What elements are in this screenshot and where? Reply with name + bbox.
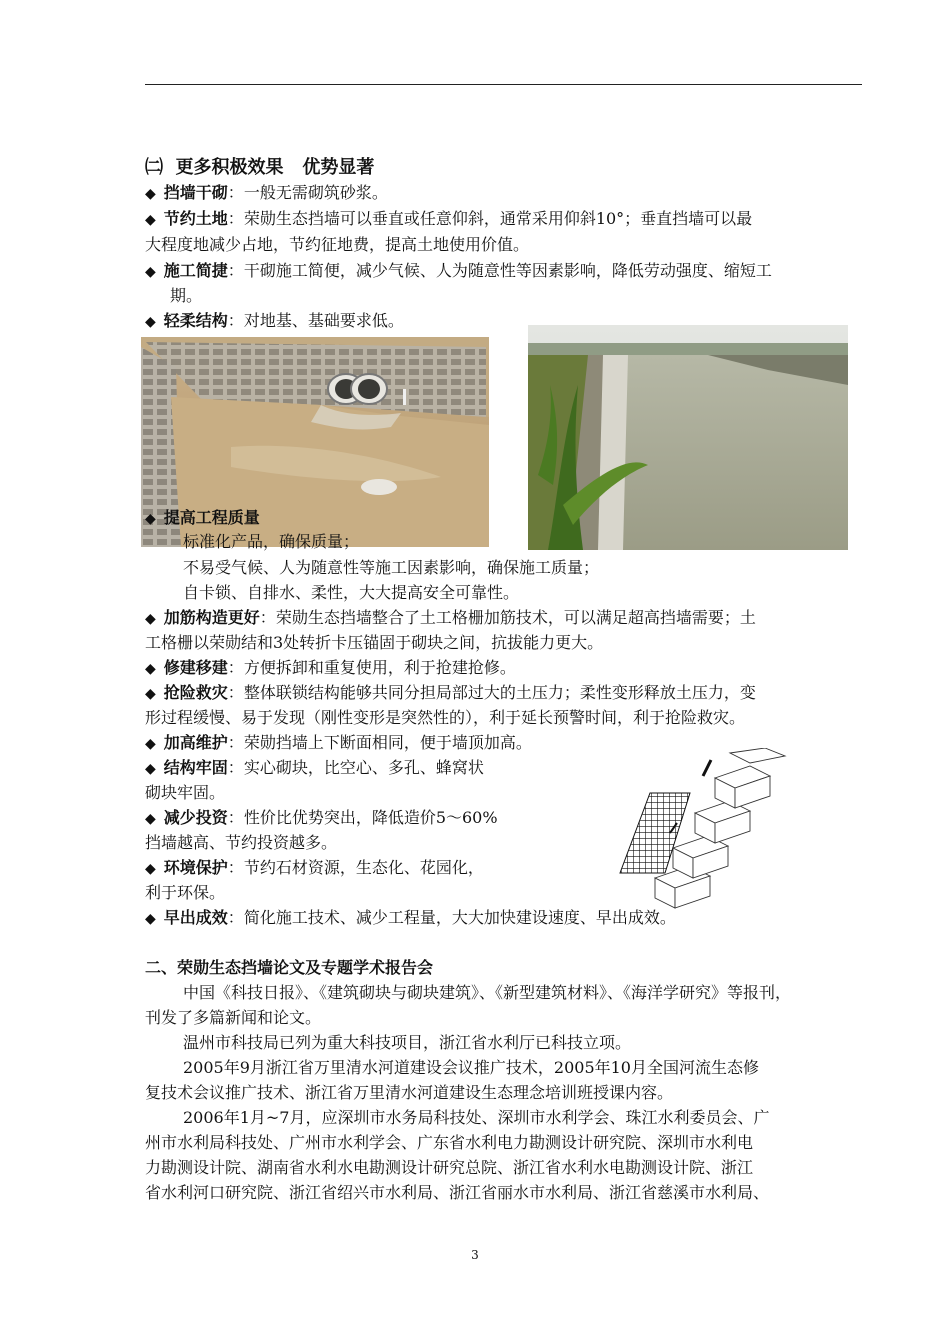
- paragraph-line: 省水利河口研究院、浙江省绍兴市水利局、浙江省丽水市水利局、浙江省慈溪市水利局、: [145, 1183, 770, 1202]
- bullet-continuation: 大程度地减少占地，节约征地费，提高土地使用价值。: [145, 235, 530, 254]
- diamond-bullet-icon: ◆: [145, 661, 156, 677]
- river-wall-photo: [528, 325, 848, 550]
- bullet-text: 简化施工技术、减少工程量，大大加快建设速度、早出成效。: [243, 908, 676, 927]
- bullet-title: 早出成效: [163, 908, 228, 927]
- bullet-text: 荣勋生态挡墙可以垂直或任意仰斜，通常采用仰斜10°；垂直挡墙可以最: [243, 209, 753, 228]
- bullet-sep: ：: [227, 658, 244, 677]
- paragraph-line: 温州市科技局已列为重大科技项目，浙江省水利厅已科技立项。: [183, 1033, 632, 1052]
- bullet-title: 修建移建: [163, 658, 228, 677]
- bullet-title: 节约土地: [163, 209, 228, 228]
- bullet-title: 加筋构造更好: [163, 608, 260, 627]
- bullet-title: 减少投资: [163, 808, 228, 827]
- bullet-item: [145, 906, 676, 931]
- bullet-continuation: 砌块牢固。: [145, 783, 226, 802]
- bullet-text: 对地基、基础要求低。: [243, 311, 404, 330]
- paragraph-line: 州市水利局科技处、广州市水利学会、广东省水利电力勘测设计研究院、深圳市水利电: [145, 1133, 754, 1152]
- bullet-continuation: 挡墙越高、节约投资越多。: [145, 833, 338, 852]
- diamond-bullet-icon: ◆: [145, 736, 156, 752]
- bullet-item: [145, 806, 498, 831]
- bullet-item: [145, 259, 772, 284]
- diamond-bullet-icon: ◆: [145, 511, 156, 527]
- paragraph-line: 中国《科技日报》、《建筑砌块与砌块建筑》、《新型建筑材料》、《海洋学研究》等报刊，: [183, 983, 792, 1002]
- paragraph-line: 刊发了多篇新闻和论文。: [145, 1008, 322, 1027]
- bullet-sep: ：: [227, 261, 244, 280]
- bullet-text: 实心砌块，比空心、多孔、蜂窝状: [243, 758, 484, 777]
- header-rule: [145, 84, 862, 85]
- paragraph-line: 力勘测设计院、湖南省水利水电勘测设计研究总院、浙江省水利水电勘测设计院、浙江: [145, 1158, 754, 1177]
- diamond-bullet-icon: ◆: [145, 911, 156, 927]
- bullet-title: 轻柔结构: [163, 311, 228, 330]
- bullet-title: 挡墙干砌: [163, 183, 228, 202]
- bullet-title: 加高维护: [163, 733, 228, 752]
- bullet-sep: ：: [227, 858, 244, 877]
- diamond-bullet-icon: ◆: [145, 212, 156, 228]
- bullet-title: 提高工程质量: [163, 508, 260, 527]
- section-heading: [145, 156, 374, 180]
- bullet-continuation: 形过程缓慢、易于发现（刚性变形是突然性的），利于延长预警时间，利于抢险救灾。: [145, 708, 746, 727]
- bullet-text: 荣勋生态挡墙整合了土工格栅加筋技术，可以满足超高挡墙需要；土: [275, 608, 756, 627]
- quality-line: 自卡锁、自排水、柔性，大大提高安全可靠性。: [183, 583, 520, 602]
- page-number: 3: [471, 1248, 479, 1262]
- bullet-item: [145, 207, 752, 232]
- bullet-title: 抢险救灾: [163, 683, 228, 702]
- bullet-sep: ：: [227, 733, 244, 752]
- bullet-item: [145, 506, 260, 531]
- quality-line: 不易受气候、人为随意性等施工因素影响，确保施工质量；: [183, 558, 600, 577]
- bullet-sep: ：: [227, 758, 244, 777]
- bullet-sep: ：: [259, 608, 276, 627]
- diamond-bullet-icon: ◆: [145, 761, 156, 777]
- bullet-text: 性价比优势突出，降低造价5～60%: [243, 808, 498, 827]
- bullet-item: [145, 606, 756, 631]
- bullet-text: 整体联锁结构能够共同分担局部过大的土压力；柔性变形释放土压力，变: [243, 683, 756, 702]
- section-title: 更多积极效果 优势显著: [175, 157, 375, 178]
- bullet-continuation: 期。: [170, 286, 203, 305]
- paragraph-line: 2006年1月~7月，应深圳市水务局科技处、深圳市水利学会、珠江水利委员会、广: [183, 1108, 770, 1127]
- bullet-item: [145, 856, 484, 881]
- diamond-bullet-icon: ◆: [145, 611, 156, 627]
- bullet-title: 环境保护: [163, 858, 228, 877]
- bullet-item: [145, 731, 532, 756]
- bullet-text: 干砌施工简便，减少气候、人为随意性等因素影响，降低劳动强度、缩短工: [243, 261, 772, 280]
- paragraph-line: 复技术会议推广技术、浙江省万里清水河道建设生态理念培训班授课内容。: [145, 1083, 674, 1102]
- bullet-sep: ：: [227, 683, 244, 702]
- bullet-item: [145, 756, 484, 781]
- bullet-item: [145, 181, 388, 206]
- bullet-text: 方便拆卸和重复使用，利于抢建抢修。: [243, 658, 516, 677]
- diamond-bullet-icon: ◆: [145, 186, 156, 202]
- bullet-text: 荣勋挡墙上下断面相同，便于墙顶加高。: [243, 733, 532, 752]
- bullet-text: 节约石材资源，生态化、花园化，: [243, 858, 484, 877]
- bullet-title: 施工简捷: [163, 261, 228, 280]
- bullet-continuation: 工格栅以荣勋结和3处转折卡压锚固于砌块之间，抗拔能力更大。: [145, 633, 604, 652]
- quality-line: 标准化产品，确保质量；: [183, 532, 360, 551]
- section-number: ㈡: [145, 157, 163, 178]
- diamond-bullet-icon: ◆: [145, 686, 156, 702]
- bullet-item: [145, 309, 404, 334]
- diamond-bullet-icon: ◆: [145, 811, 156, 827]
- diamond-bullet-icon: ◆: [145, 314, 156, 330]
- bullet-item: [145, 681, 756, 706]
- bullet-sep: ：: [227, 183, 244, 202]
- bullet-sep: ：: [227, 908, 244, 927]
- bullet-sep: ：: [227, 209, 244, 228]
- bullet-sep: ：: [227, 311, 244, 330]
- diamond-bullet-icon: ◆: [145, 861, 156, 877]
- bullet-continuation: 利于环保。: [145, 883, 226, 902]
- bullet-title: 结构牢固: [163, 758, 228, 777]
- bullet-item: [145, 656, 516, 681]
- geogrid-diagram: [615, 748, 790, 918]
- diamond-bullet-icon: ◆: [145, 264, 156, 280]
- bullet-text: 一般无需砌筑砂浆。: [243, 183, 388, 202]
- paragraph-line: 2005年9月浙江省万里清水河道建设会议推广技术，2005年10月全国河流生态修: [183, 1058, 759, 1077]
- bullet-sep: ：: [227, 808, 244, 827]
- section-heading: 二、荣勋生态挡墙论文及专题学术报告会: [145, 958, 434, 977]
